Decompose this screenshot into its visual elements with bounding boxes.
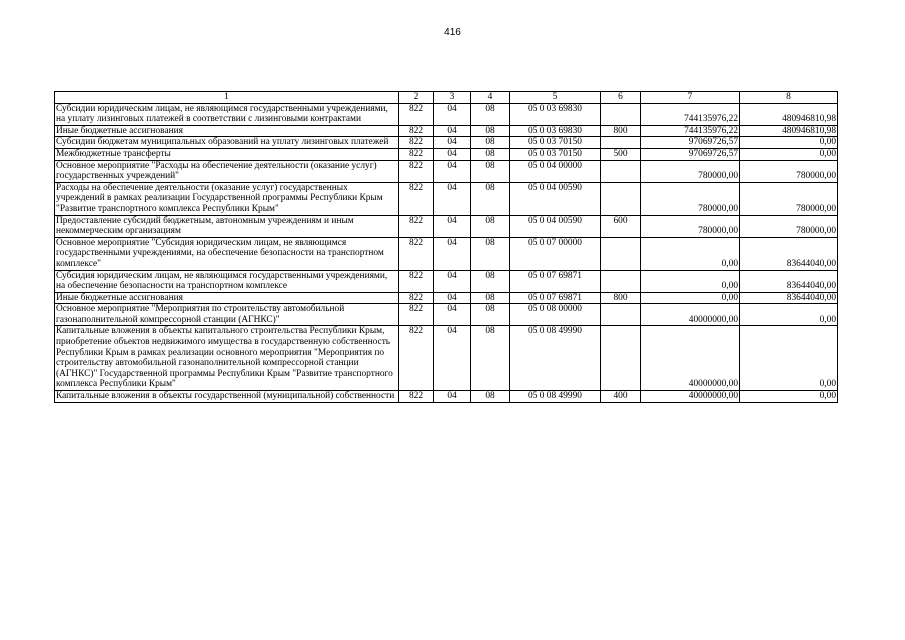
amount-year1-cell: 0,00 bbox=[641, 270, 740, 292]
target-article-cell: 05 0 03 69830 bbox=[510, 103, 601, 125]
subsection-code-cell: 08 bbox=[471, 237, 510, 270]
amount-year2-cell: 0,00 bbox=[740, 326, 838, 391]
section-code-cell: 04 bbox=[434, 292, 471, 304]
table-row bbox=[55, 215, 838, 237]
expense-type-cell bbox=[601, 182, 641, 215]
subsection-code-cell: 08 bbox=[471, 182, 510, 215]
amount-year1-cell: 780000,00 bbox=[641, 215, 740, 237]
amount-year1-cell: 97069726,57 bbox=[641, 148, 740, 160]
amount-year1-cell: 97069726,57 bbox=[641, 137, 740, 149]
section-code-cell: 04 bbox=[434, 326, 471, 391]
row-name-cell: Иные бюджетные ассигнования bbox=[55, 292, 399, 304]
admin-code-cell: 822 bbox=[399, 237, 434, 270]
subsection-code-cell: 08 bbox=[471, 215, 510, 237]
row-name-cell: Капитальные вложения в объекты капитального строительства Республики Крым, приобретение объектов недвижимого имущества в государственную собственность Республики Крым в рамках реализации основного мероприятия "Мероприятия по строительству автомобильной газонаполнительной компрессорной станции (АГНКС)" Государственной программы Республики Крым "Развитие транспортного комплекса Республики Крым" bbox=[55, 326, 399, 391]
row-name-cell: Основное мероприятие "Субсидия юридическим лицам, не являющимся государственными учреждениями, на обеспечение безопасности на транспортном комплексе" bbox=[55, 237, 399, 270]
subsection-code-cell: 08 bbox=[471, 326, 510, 391]
target-article-cell: 05 0 07 69871 bbox=[510, 292, 601, 304]
header-cell: 5 bbox=[510, 92, 601, 104]
admin-code-cell: 822 bbox=[399, 215, 434, 237]
amount-year1-cell: 40000000,00 bbox=[641, 304, 740, 326]
header-cell: 2 bbox=[399, 92, 434, 104]
subsection-code-cell: 08 bbox=[471, 160, 510, 182]
page-number: 416 bbox=[444, 27, 461, 38]
amount-year1-cell: 0,00 bbox=[641, 237, 740, 270]
section-code-cell: 04 bbox=[434, 103, 471, 125]
expense-type-cell bbox=[601, 137, 641, 149]
target-article-cell: 05 0 08 49990 bbox=[510, 326, 601, 391]
amount-year2-cell: 780000,00 bbox=[740, 182, 838, 215]
expense-type-cell bbox=[601, 304, 641, 326]
amount-year1-cell: 780000,00 bbox=[641, 160, 740, 182]
expense-type-cell: 600 bbox=[601, 215, 641, 237]
amount-year1-cell: 0,00 bbox=[641, 292, 740, 304]
row-name-cell: Иные бюджетные ассигнования bbox=[55, 125, 399, 137]
amount-year2-cell: 83644040,00 bbox=[740, 292, 838, 304]
target-article-cell: 05 0 03 70150 bbox=[510, 148, 601, 160]
amount-year2-cell: 780000,00 bbox=[740, 160, 838, 182]
section-code-cell: 04 bbox=[434, 215, 471, 237]
table-row bbox=[55, 160, 838, 182]
section-code-cell: 04 bbox=[434, 148, 471, 160]
admin-code-cell: 822 bbox=[399, 103, 434, 125]
amount-year2-cell: 780000,00 bbox=[740, 215, 838, 237]
row-name-cell: Межбюджетные трансферты bbox=[55, 148, 399, 160]
amount-year1-cell: 40000000,00 bbox=[641, 326, 740, 391]
row-name-cell: Субсидия юридическим лицам, не являющимся государственными учреждениями, на обеспечение безопасности на транспортном комплексе bbox=[55, 270, 399, 292]
admin-code-cell: 822 bbox=[399, 137, 434, 149]
subsection-code-cell: 08 bbox=[471, 304, 510, 326]
target-article-cell: 05 0 04 00590 bbox=[510, 215, 601, 237]
table-row bbox=[55, 391, 838, 403]
amount-year2-cell: 83644040,00 bbox=[740, 270, 838, 292]
section-code-cell: 04 bbox=[434, 391, 471, 403]
target-article-cell: 05 0 03 70150 bbox=[510, 137, 601, 149]
row-name-cell: Капитальные вложения в объекты государственной (муниципальной) собственности bbox=[55, 391, 399, 403]
row-name-cell: Субсидии юридическим лицам, не являющимся государственными учреждениями, на уплату лизинговых платежей в соответствии с лизинговыми контрактами bbox=[55, 103, 399, 125]
table-row bbox=[55, 148, 838, 160]
expense-type-cell bbox=[601, 103, 641, 125]
header-cell: 4 bbox=[471, 92, 510, 104]
section-code-cell: 04 bbox=[434, 182, 471, 215]
admin-code-cell: 822 bbox=[399, 326, 434, 391]
table-row bbox=[55, 270, 838, 292]
subsection-code-cell: 08 bbox=[471, 125, 510, 137]
table-row bbox=[55, 326, 838, 391]
amount-year2-cell: 83644040,00 bbox=[740, 237, 838, 270]
admin-code-cell: 822 bbox=[399, 292, 434, 304]
header-cell: 7 bbox=[641, 92, 740, 104]
target-article-cell: 05 0 04 00000 bbox=[510, 160, 601, 182]
target-article-cell: 05 0 07 00000 bbox=[510, 237, 601, 270]
header-cell: 3 bbox=[434, 92, 471, 104]
header-cell: 8 bbox=[740, 92, 838, 104]
amount-year2-cell: 0,00 bbox=[740, 304, 838, 326]
expense-type-cell bbox=[601, 237, 641, 270]
section-code-cell: 04 bbox=[434, 137, 471, 149]
table-row bbox=[55, 182, 838, 215]
table-row bbox=[55, 304, 838, 326]
table-row bbox=[55, 292, 838, 304]
admin-code-cell: 822 bbox=[399, 125, 434, 137]
section-code-cell: 04 bbox=[434, 237, 471, 270]
admin-code-cell: 822 bbox=[399, 160, 434, 182]
amount-year1-cell: 744135976,22 bbox=[641, 125, 740, 137]
header-cell: 6 bbox=[601, 92, 641, 104]
row-name-cell: Предоставление субсидий бюджетным, автономным учреждениям и иным некоммерческим организациям bbox=[55, 215, 399, 237]
row-name-cell: Основное мероприятие "Мероприятия по строительству автомобильной газонаполнительной компрессорной станции (АГНКС)" bbox=[55, 304, 399, 326]
expense-type-cell bbox=[601, 270, 641, 292]
table-row bbox=[55, 237, 838, 270]
expense-type-cell: 400 bbox=[601, 391, 641, 403]
row-name-cell: Расходы на обеспечение деятельности (оказание услуг) государственных учреждений в рамках реализации Государственной программы Республики Крым "Развитие транспортного комплекса Республики Крым" bbox=[55, 182, 399, 215]
target-article-cell: 05 0 04 00590 bbox=[510, 182, 601, 215]
target-article-cell: 05 0 03 69830 bbox=[510, 125, 601, 137]
target-article-cell: 05 0 07 69871 bbox=[510, 270, 601, 292]
amount-year1-cell: 780000,00 bbox=[641, 182, 740, 215]
expense-type-cell bbox=[601, 326, 641, 391]
amount-year1-cell: 40000000,00 bbox=[641, 391, 740, 403]
amount-year2-cell: 0,00 bbox=[740, 391, 838, 403]
admin-code-cell: 822 bbox=[399, 391, 434, 403]
table-row bbox=[55, 137, 838, 149]
subsection-code-cell: 08 bbox=[471, 148, 510, 160]
admin-code-cell: 822 bbox=[399, 270, 434, 292]
subsection-code-cell: 08 bbox=[471, 137, 510, 149]
section-code-cell: 04 bbox=[434, 125, 471, 137]
row-name-cell: Субсидии бюджетам муниципальных образований на уплату лизинговых платежей bbox=[55, 137, 399, 149]
table-row bbox=[55, 103, 838, 125]
target-article-cell: 05 0 08 00000 bbox=[510, 304, 601, 326]
subsection-code-cell: 08 bbox=[471, 391, 510, 403]
amount-year2-cell: 0,00 bbox=[740, 137, 838, 149]
target-article-cell: 05 0 08 49990 bbox=[510, 391, 601, 403]
amount-year1-cell: 744135976,22 bbox=[641, 103, 740, 125]
table-row bbox=[55, 125, 838, 137]
header-cell: 1 bbox=[55, 92, 399, 104]
subsection-code-cell: 08 bbox=[471, 103, 510, 125]
row-name-cell: Основное мероприятие "Расходы на обеспечение деятельности (оказание услуг) государственных учреждений" bbox=[55, 160, 399, 182]
section-code-cell: 04 bbox=[434, 270, 471, 292]
budget-table bbox=[54, 91, 838, 403]
section-code-cell: 04 bbox=[434, 304, 471, 326]
amount-year2-cell: 480946810,98 bbox=[740, 103, 838, 125]
expense-type-cell: 500 bbox=[601, 148, 641, 160]
subsection-code-cell: 08 bbox=[471, 270, 510, 292]
table-header-row bbox=[55, 92, 838, 104]
expense-type-cell bbox=[601, 160, 641, 182]
amount-year2-cell: 480946810,98 bbox=[740, 125, 838, 137]
admin-code-cell: 822 bbox=[399, 148, 434, 160]
admin-code-cell: 822 bbox=[399, 304, 434, 326]
subsection-code-cell: 08 bbox=[471, 292, 510, 304]
expense-type-cell: 800 bbox=[601, 292, 641, 304]
expense-type-cell: 800 bbox=[601, 125, 641, 137]
admin-code-cell: 822 bbox=[399, 182, 434, 215]
amount-year2-cell: 0,00 bbox=[740, 148, 838, 160]
section-code-cell: 04 bbox=[434, 160, 471, 182]
